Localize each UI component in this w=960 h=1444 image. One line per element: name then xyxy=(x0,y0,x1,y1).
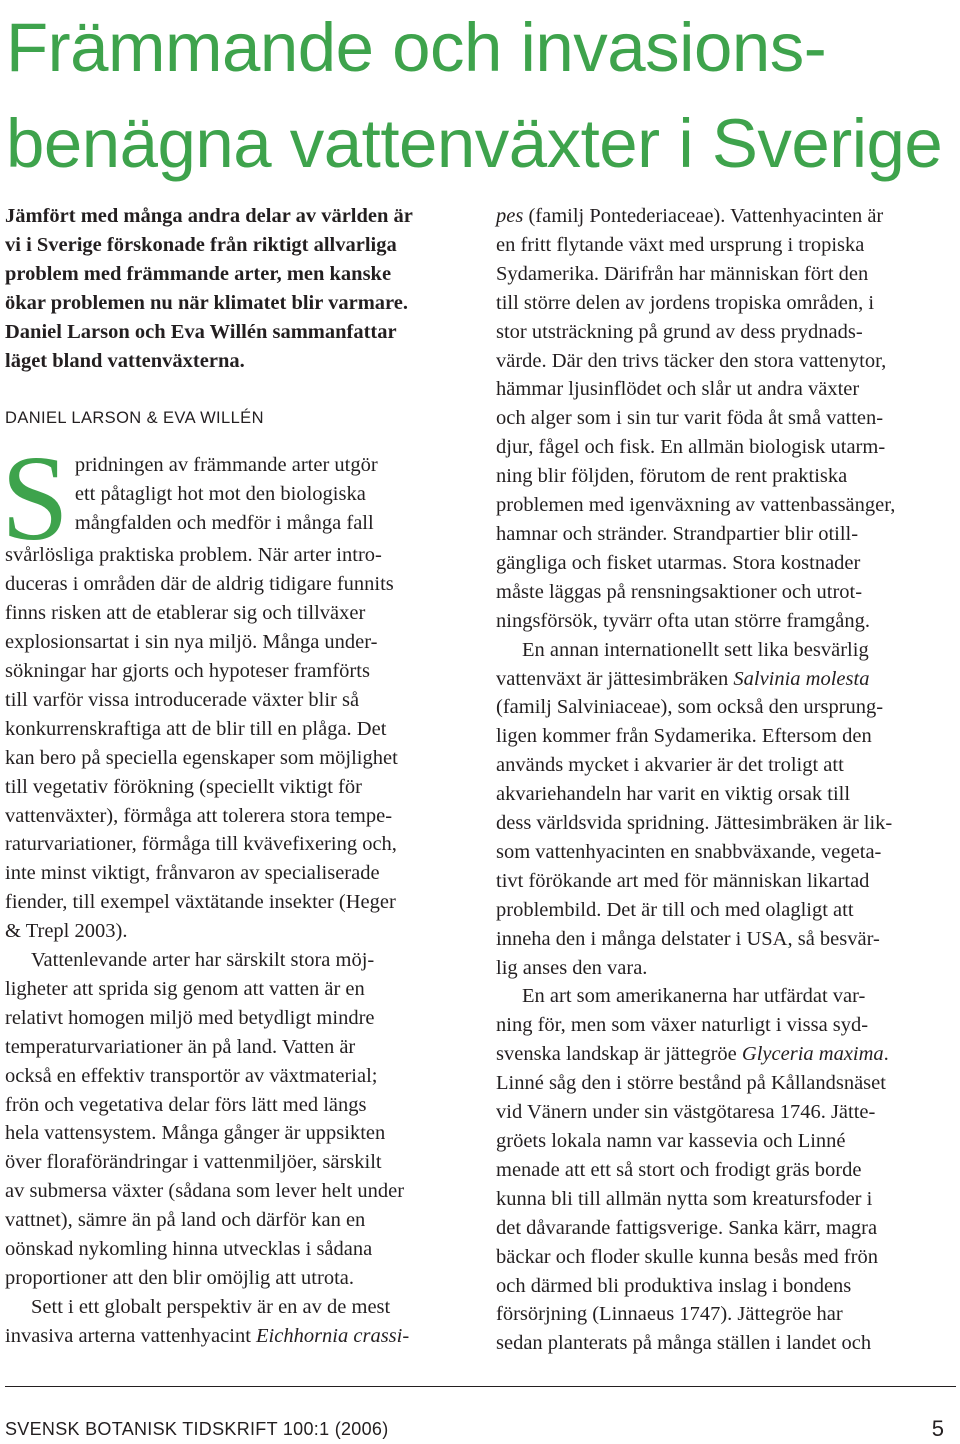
text-line: kan bero på speciella egenskaper som möjlighet xyxy=(5,746,398,769)
text-line: Sett i ett globalt perspektiv är en av de mest xyxy=(31,1295,391,1318)
species-name: Salvinia molesta xyxy=(733,667,870,690)
text-line: och därmed bli produktiva inslag i bondens xyxy=(496,1274,852,1297)
text-line: det dåvarande fattigsverige. Sanka kärr, magra xyxy=(496,1216,878,1239)
text-line: gängliga och fisket utarmas. Stora kostnader xyxy=(496,551,861,574)
text-line: problem med främmande arter, men kanske xyxy=(5,262,392,285)
text-run: vattenväxt är jättesimbräken xyxy=(496,667,734,690)
text-line: vattenväxter), förmåga att tolerera stora tempe- xyxy=(5,804,393,827)
text-line: (familj Salviniaceae), som också den ursprung- xyxy=(496,696,884,719)
text-line: ett påtagligt hot mot den biologiska xyxy=(74,483,366,506)
text-line: lig anses den vara. xyxy=(496,956,648,979)
text-line: inte minst viktigt, frånvaron av specialiserade xyxy=(5,862,380,885)
footer-divider xyxy=(5,1386,956,1387)
text-run: . xyxy=(883,1043,889,1066)
text-line: Sydamerika. Därifrån har människan fört den xyxy=(496,262,869,285)
text-run: (familj Pontederiaceae). Vattenhyacinten är xyxy=(523,205,884,227)
text-line: problembild. Det är till och med olagligt att xyxy=(496,898,854,921)
text-line: som vattenhyacinten en snabbväxande, vegeta- xyxy=(496,840,882,863)
text-line: ligen kommer från Sydamerika. Eftersom den xyxy=(496,725,872,748)
species-name: Eichhornia crassi- xyxy=(256,1324,410,1347)
text-run: svenska landskap är jättegröe xyxy=(496,1043,742,1066)
text-line xyxy=(496,1040,956,1069)
text-line: hela vattensystem. Många gånger är uppsikten xyxy=(5,1122,386,1145)
title-line: Främmande och invasions- xyxy=(6,9,827,86)
text-line: & Trepl 2003). xyxy=(5,920,128,943)
text-line: raturvariationer, förmåga till kvävefixering och, xyxy=(5,833,397,856)
text-line: sedan planterats på många ställen i landet och xyxy=(496,1332,872,1355)
text-line: hämmar ljusinflödet och slår ut andra växter xyxy=(496,378,860,401)
text-line xyxy=(5,1322,467,1351)
text-line xyxy=(496,665,956,694)
right-column xyxy=(496,202,956,1358)
species-name: pes xyxy=(496,205,524,227)
text-line: ningsförsök, tyvärr ofta utan större framgång. xyxy=(496,609,871,632)
text-line: explosionsartat i sin nya miljö. Många under- xyxy=(5,631,378,654)
text-line: svårlösliga praktiska problem. När arter intro- xyxy=(5,544,382,567)
left-column xyxy=(1,202,467,1351)
text-line: värde. Där den trivs täcker den stora vattenytor, xyxy=(496,349,887,372)
text-line: oönskad nykomling hinna utvecklas i sådana xyxy=(5,1238,373,1261)
text-line: problemen med igenväxning av vattenbassänger, xyxy=(496,494,896,517)
title-line: benägna vattenväxter i Sverige xyxy=(6,105,943,182)
text-line: måste läggas på rensningsaktioner och utrot- xyxy=(496,580,863,603)
text-line: och alger som i sin tur varit föda åt små vatten- xyxy=(496,407,884,430)
text-line: vid Vänern under sin västgötaresa 1746. Jätte- xyxy=(496,1101,876,1124)
text-line: stor utsträckning på grund av dess prydnads- xyxy=(496,320,863,343)
species-name: Glyceria maxima xyxy=(741,1043,884,1066)
text-line: gröets lokala namn var kassevia och Linné xyxy=(496,1130,846,1152)
text-line: vi i Sverige förskonade från riktigt allvarliga xyxy=(5,233,397,256)
text-line: pridningen av främmande arter utgör xyxy=(74,454,378,477)
text-line: En annan internationellt sett lika besvärlig xyxy=(522,638,869,661)
text-line: akvariehandeln har varit en viktig orsak till xyxy=(496,783,851,806)
text-line: frön och vegetativa delar förs lätt med längs xyxy=(5,1093,367,1116)
text-line: hamnar och stränder. Strandpartier blir otill- xyxy=(496,522,859,545)
page-number: 5 xyxy=(931,1416,944,1441)
text-line: över floraförändringar i vattenmiljöer, särskilt xyxy=(5,1151,382,1174)
text-line: tivt förökande art med för människan likartad xyxy=(496,869,870,892)
text-line: Linné såg den i större bestånd på Kållandsnäset xyxy=(496,1072,886,1095)
text-line: ökar problemen nu när klimatet blir varmare. xyxy=(5,291,408,314)
text-line: till varför vissa introducerade växter blir så xyxy=(5,688,360,711)
text-line: Daniel Larson och Eva Willén sammanfattar xyxy=(5,320,397,343)
text-line: sökningar har gjorts och hypoteser framförts xyxy=(5,659,370,682)
text-line: till större delen av jordens tropiska områden, i xyxy=(496,291,875,314)
text-line: menade att ett så stort och frodigt gräs borde xyxy=(496,1158,862,1181)
byline: DANIEL LARSON & EVA WILLÉN xyxy=(5,409,264,428)
body-paragraph xyxy=(496,636,956,983)
text-line: en fritt flytande växt med ursprung i tropiska xyxy=(496,233,865,256)
text-line: vattnet), sämre än på land och därför kan en xyxy=(5,1209,366,1232)
body-paragraph xyxy=(496,982,956,1358)
text-line: läget bland vattenväxterna. xyxy=(5,349,245,372)
text-line: försörjning (Linnaeus 1747). Jättegröe har xyxy=(496,1303,843,1326)
text-line: också en effektiv transportör av växtmaterial; xyxy=(5,1064,378,1087)
journal-citation: SVENSK BOTANISK TIDSKRIFT 100:1 (2006) xyxy=(5,1419,389,1439)
text-line: konkurrenskraftiga att de blir till en plåga. Det xyxy=(5,717,387,740)
body-paragraph xyxy=(496,202,956,636)
text-line: mångfalden och medför i många fall xyxy=(74,512,374,535)
text-line: ligheter att sprida sig genom att vatten är en xyxy=(5,977,365,1000)
text-run: invasiva arterna vattenhyacint xyxy=(5,1324,257,1347)
text-line: dess världsvida spridning. Jättesimbräken är lik- xyxy=(496,812,893,835)
text-line: kunna bli till allmän nytta som kreatursfoder i xyxy=(496,1187,873,1210)
body-paragraph xyxy=(1,431,467,946)
text-line: fiender, till exempel växtätande insekter (Heger xyxy=(5,891,396,914)
text-line: Jämfört med många andra delar av världen är xyxy=(5,205,413,227)
text-line: relativt homogen miljö med betydligt mindre xyxy=(5,1006,375,1029)
text-line: till vegetativ förökning (speciellt viktigt för xyxy=(5,775,362,798)
text-line: Vattenlevande arter har särskilt stora möj- xyxy=(31,949,375,972)
text-line: En art som amerikanerna har utfärdat var- xyxy=(522,985,866,1008)
body-paragraph xyxy=(5,1293,467,1351)
text-line: djur, fågel och fisk. En allmän biologisk utarm- xyxy=(496,436,886,459)
article-title xyxy=(6,0,956,192)
lead-paragraph xyxy=(5,202,467,375)
text-line: ning för, men som växer naturligt i vissa syd- xyxy=(496,1014,869,1037)
text-line xyxy=(496,202,956,231)
body-paragraph xyxy=(5,946,467,1293)
text-line: används mycket i akvarier är det troligt att xyxy=(496,754,844,777)
text-line: bäckar och floder skulle kunna besås med frön xyxy=(496,1245,878,1268)
text-line: duceras i områden där de aldrig tidigare funnits xyxy=(5,573,394,596)
text-line: proportioner att den blir omöjlig att utrota. xyxy=(5,1267,354,1289)
text-line: inneha den i många delstater i USA, så besvär- xyxy=(496,927,880,950)
text-line: temperaturvariationer än på land. Vatten är xyxy=(5,1035,356,1058)
drop-cap: S xyxy=(1,431,69,567)
text-line: ning blir följden, förutom de rent praktiska xyxy=(496,465,848,488)
text-line: finns risken att de etablerar sig och tillväxer xyxy=(5,602,366,625)
text-line: av submersa växter (sådana som lever helt under xyxy=(5,1180,405,1203)
